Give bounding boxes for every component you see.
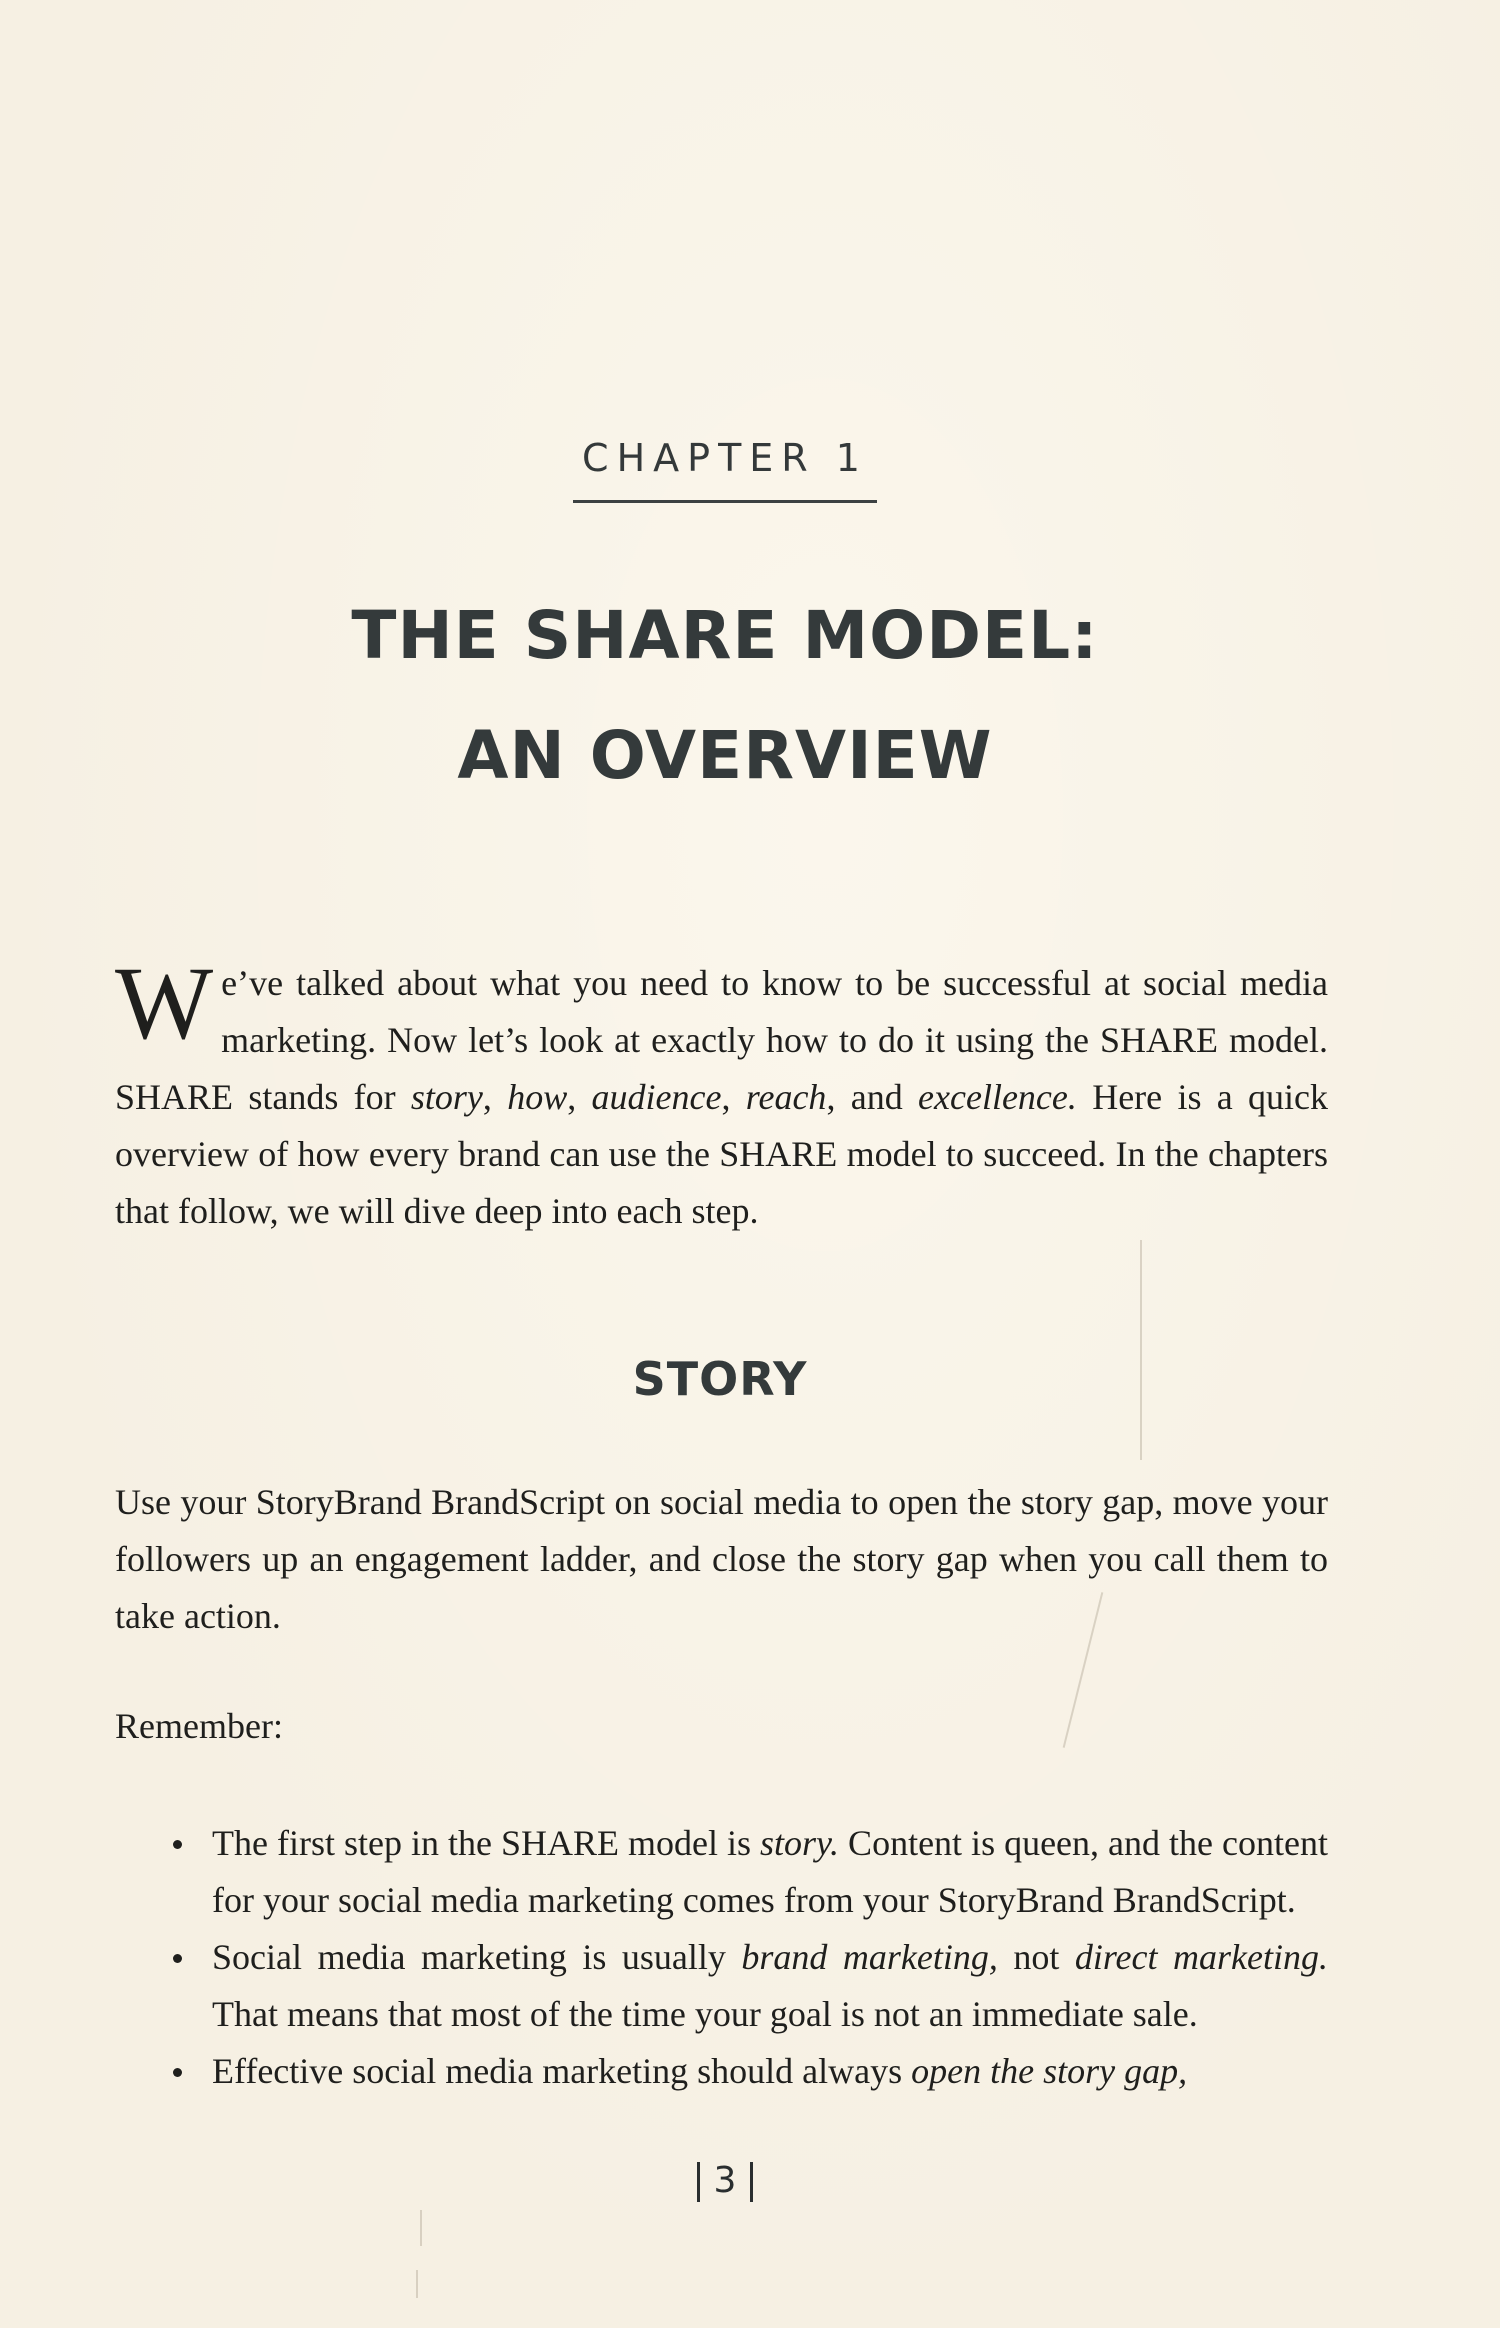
term-story: story: [410, 1077, 483, 1117]
intro-paragraph: [115, 946, 1329, 1240]
drop-cap: W: [115, 946, 214, 1061]
chapter-label: CHAPTER 1: [582, 436, 868, 480]
remember-label: Remember:: [115, 1706, 283, 1746]
list-item-text: not: [997, 1937, 1075, 1977]
term-audience: audience: [591, 1077, 722, 1117]
list-item: [165, 1815, 1328, 1929]
bullet-list: [165, 1815, 1328, 2100]
page-number-left-bar: [697, 2162, 700, 2202]
intro-text: Here is a quick overview of how every brand can use the SHARE model to succeed. In the chapters that follow, we will dive deep into each step.: [115, 1077, 1329, 1231]
list-item-emphasis: story.: [760, 1823, 840, 1863]
chapter-rule: [573, 500, 877, 503]
section-heading-story: STORY: [632, 1352, 808, 1406]
page-number-value: 3: [713, 2160, 737, 2201]
list-item-text: Effective social media marketing should always: [212, 2051, 912, 2091]
intro-text: ,: [721, 1077, 746, 1117]
list-item-text: That means that most of the time your goal is not an immediate sale.: [212, 1994, 1198, 2034]
chapter-title-line-1: THE SHARE MODEL:: [351, 597, 1099, 674]
paper-scuff: [416, 2270, 418, 2298]
list-item: [165, 2043, 1328, 2100]
list-item-text: The first step in the SHARE model is: [212, 1823, 761, 1863]
bullet-icon: [173, 2068, 182, 2077]
intro-text: e’ve talked about what you need to know to be successful at social media marketing. Now let’s look at exactly how to do it using the SHARE model. SHARE stands for: [115, 963, 1328, 1117]
list-item-text: Social media marketing is usually: [212, 1937, 742, 1977]
term-how: how: [507, 1077, 568, 1117]
list-item-text: Content is queen, and the content for your social media marketing comes from your StoryBrand BrandScript.: [212, 1823, 1328, 1920]
list-item-emphasis: open the story gap,: [911, 2051, 1188, 2091]
term-excellence: excellence.: [918, 1077, 1077, 1117]
page-number: [0, 2160, 1450, 2202]
page-number-right-bar: [750, 2162, 753, 2202]
bullet-icon: [173, 1840, 182, 1849]
list-item: [165, 1929, 1328, 2043]
story-paragraph: Use your StoryBrand BrandScript on social media to open the story gap, move your followers up an engagement ladder, and close the story gap when you call them to take action.: [115, 1482, 1328, 1636]
chapter-title-line-2: AN OVERVIEW: [457, 717, 993, 794]
intro-text: ,: [567, 1077, 592, 1117]
paper-scuff: [1140, 1240, 1142, 1460]
intro-text: , and: [826, 1077, 919, 1117]
list-item-emphasis: direct marketing.: [1074, 1937, 1328, 1977]
intro-text: ,: [482, 1077, 508, 1117]
paper-scuff: [420, 2210, 422, 2246]
chapter-title: [0, 576, 1450, 816]
bullet-icon: [173, 1954, 182, 1963]
list-item-emphasis: brand marketing,: [741, 1937, 998, 1977]
term-reach: reach: [745, 1077, 827, 1117]
